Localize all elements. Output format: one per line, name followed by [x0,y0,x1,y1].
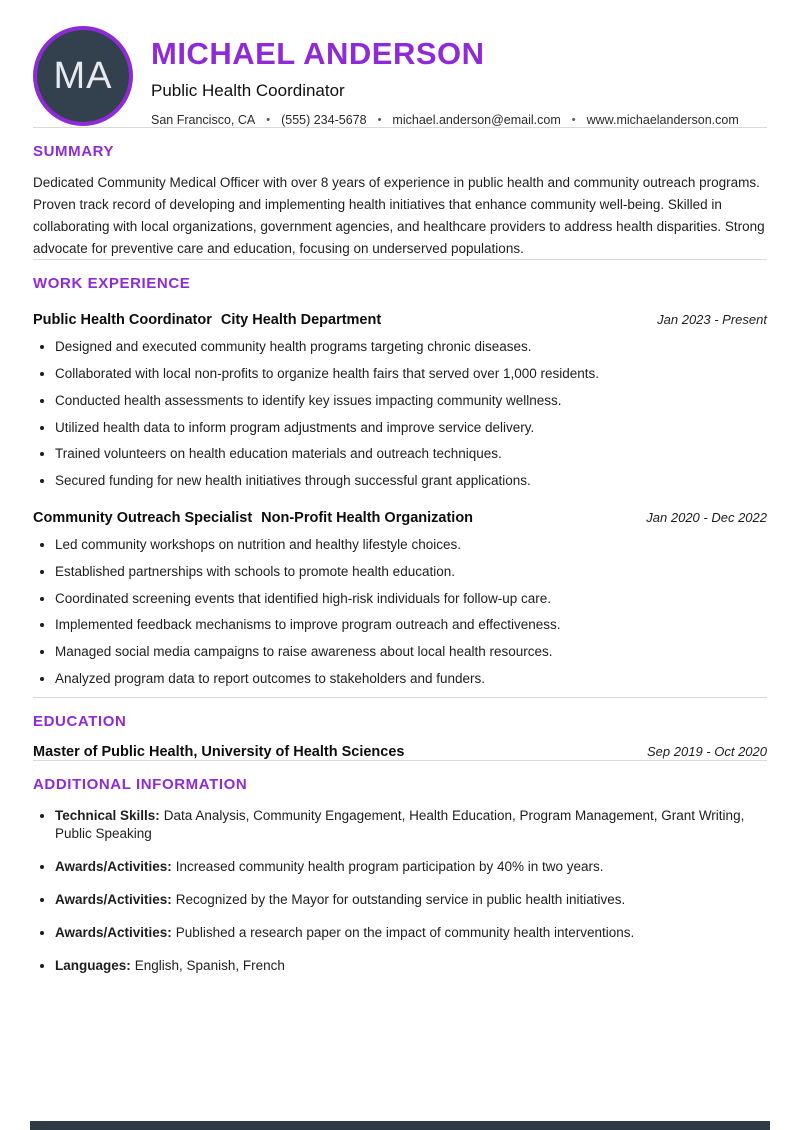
info-label: Languages: [55,958,131,974]
divider [33,697,767,698]
job-title-company [33,510,473,526]
summary-heading: SUMMARY [33,143,115,160]
job-bullet: • Secured funding for new health initiatives through successful grant applications. [55,472,767,490]
job-bullet: • Analyzed program data to report outcomes to stakeholders and funders. [55,670,767,688]
job-entry [33,510,767,688]
footer-bar [30,1121,770,1130]
job-bullet: • Collaborated with local non-profits to organize health fairs that served over 1,000 residents. [55,365,767,383]
resume-header [33,26,767,127]
separator-dot: • [571,114,576,126]
contact-website: www.michaelanderson.com [586,113,739,127]
contact-email: michael.anderson@email.com [392,113,561,127]
job-bullet: • Implemented feedback mechanisms to improve program outreach and effectiveness. [55,616,767,634]
job-bullet: • Managed social media campaigns to raise awareness about local health resources. [55,643,767,661]
job-title-company [33,312,381,328]
info-text: Recognized by the Mayor for outstanding service in public health initiatives. [175,892,626,908]
job-bullet: • Utilized health data to inform program adjustments and improve service delivery. [55,419,767,437]
avatar [33,26,133,126]
additional-info-item [55,957,767,976]
divider [33,127,767,128]
job-dates: Jan 2023 - Present [657,312,767,328]
additional-info-item [55,924,767,943]
job-bullet: • Established partnerships with schools to promote health education. [55,563,767,581]
job-bullet: • Led community workshops on nutrition and healthy lifestyle choices. [55,536,767,554]
job-bullet: • Coordinated screening events that identified high-risk individuals for follow-up care. [55,590,767,608]
contact-row [151,113,739,127]
job-header [33,510,767,526]
additional-info-item [55,891,767,910]
name-heading: MICHAEL ANDERSON [151,36,485,71]
work-experience-section [33,275,767,688]
info-label: Awards/Activities: [55,859,172,875]
info-text: Published a research paper on the impact of community health interventions. [175,925,635,941]
summary-text: Dedicated Community Medical Officer with over 8 years of experience in public health and community outreach programs. Proven track record of developing and implementing health initiatives that enhance community well-being. Skilled in collaborating with local organizations, government agencies, and healthcare providers to address health disparities. Strong advocate for preventive care and education, focusing on underserved populations. [33,175,765,256]
job-bullet-list [33,338,767,490]
job-header [33,312,767,328]
divider [33,760,767,761]
education-heading: EDUCATION [33,712,127,730]
separator-dot: • [266,114,271,126]
contact-phone: (555) 234-5678 [281,113,367,127]
info-text: English, Spanish, French [134,958,285,974]
additional-information-section [33,776,767,976]
education-degree: Master of Public Health, University of Health Sciences [33,743,405,760]
education-dates: Sep 2019 - Oct 2020 [647,743,767,759]
job-dates: Jan 2020 - Dec 2022 [646,510,767,526]
job-bullet: • Trained volunteers on health education materials and outreach techniques. [55,445,767,463]
job-bullet: • Conducted health assessments to identify key issues impacting community wellness. [55,392,767,410]
separator-dot: • [377,114,382,126]
info-text: Increased community health program participation by 40% in two years. [175,859,604,875]
additional-info-list [33,807,767,976]
job-title: Community Outreach Specialist [33,510,253,527]
divider [33,259,767,260]
education-entry [33,744,767,760]
headline-job-title: Public Health Coordinator [151,81,345,100]
info-label: Technical Skills: [55,807,160,823]
info-label: Awards/Activities: [55,892,172,908]
summary-section [33,143,767,259]
job-bullet: • Designed and executed community health programs targeting chronic diseases. [55,338,767,356]
job-company: City Health Department [220,312,382,329]
header-text [151,26,739,127]
additional-info-item [55,807,767,845]
job-company: Non-Profit Health Organization [261,510,474,527]
info-text: Data Analysis, Community Engagement, Health Education, Program Management, Grant Writing, Public Speaking [55,807,745,842]
job-entry [33,312,767,490]
education-section [33,713,767,760]
additional-information-heading: ADDITIONAL INFORMATION [33,775,248,793]
job-bullet-list [33,536,767,688]
info-label: Awards/Activities: [55,925,172,941]
additional-info-item [55,858,767,877]
contact-location: San Francisco, CA [151,113,256,127]
job-title: Public Health Coordinator [33,312,212,329]
avatar-initials: MA [53,54,113,97]
work-experience-heading: WORK EXPERIENCE [33,275,191,293]
